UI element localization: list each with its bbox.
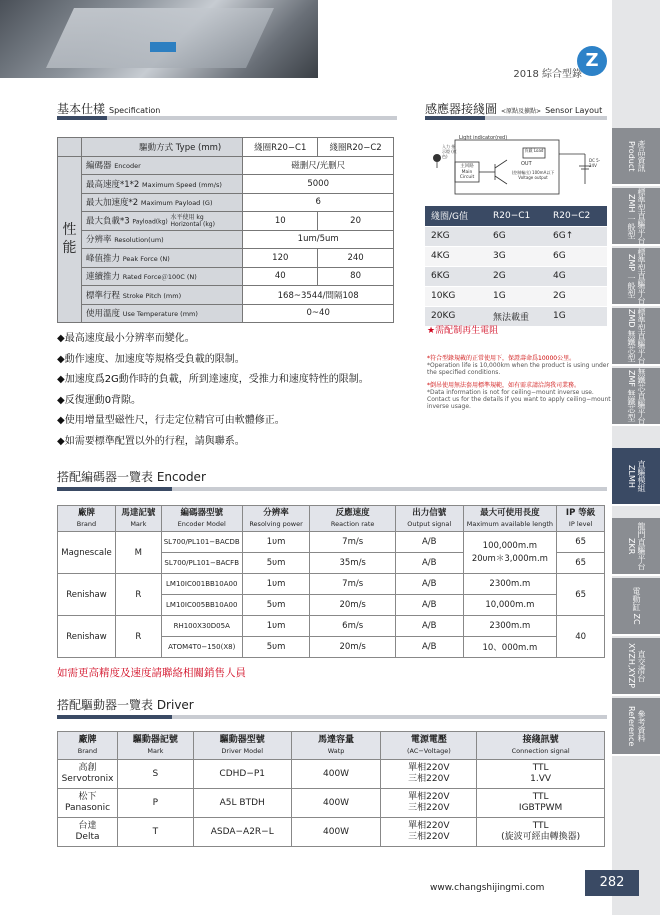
tab-zc[interactable]: 電動缸 ZC <box>612 578 660 636</box>
driver-title-bar <box>57 715 607 719</box>
header-product-photo <box>0 0 318 78</box>
encoder-section-title: 搭配編碼器一覽表 Encoder <box>57 470 206 484</box>
table-row: 高創 Servotronix S CDHD−P1 400W 單相220V 三相220V TTL 1.VV <box>58 760 605 789</box>
table-row: 松下 Panasonic P A5L BTDH 400W 單相220V 三相220V TTL IGBTPWM <box>58 789 605 818</box>
encoder-contact-note: 如需更高精度及速度請聯絡相關銷售人員 <box>57 667 246 679</box>
tab-zmp[interactable]: 標準型直驅平台ZMP 一般型 <box>612 248 660 306</box>
tab-zmf[interactable]: 無鐵芯直驅平台ZMF 無鐵芯型 <box>612 368 660 426</box>
tab-zlmh[interactable]: 直驅模組 ZLMH <box>612 448 660 506</box>
sensor-section-title: 感應器接綫圖 <原點及擴點> Sensor Layout <box>425 102 603 116</box>
encoder-table: 廠牌 Brand 馬達記號 Mark 編碼器型號 Encoder Model 分辨率 Resolving power 反應速度 Reaction rate 出力信號 Output signal 最大可使用長度 Maximum available length IP 等級 IP level Magnescale M SL700/PL101−BACDB 1υm 7m/s A/B 100,000m.m 20υm＊3,000m.m 65 SL700/PL101−BACFB 5υm 35m/s A/B 65 Renishaw R LM10IC001BB10A00 1υm 7m/s A/B 2300m.m 65 LM10IC005BB10A00 5υm 20m/s A/B 10,000m.m Renishaw R RH100X30D05A 1υm 6m/s A/B 2300m.m 40 ATOM4T0−150(X8) 5υm 20m/s A/B 10、000m.m <box>57 505 605 658</box>
tab-product[interactable]: 產品資訊 Product <box>612 128 660 186</box>
tab-zkr[interactable]: 龍門直驅平台 ZKR <box>612 518 660 576</box>
tab-reference[interactable]: 參考資料 Reference <box>612 698 660 756</box>
tab-xyz[interactable]: 直交滑台 XYZH,XYZP <box>612 638 660 696</box>
regen-resistor-note: ★需配制再生電阻 <box>427 326 499 336</box>
feature-bullets <box>57 329 427 452</box>
tab-zmh[interactable]: 標準型直驅平台ZMH 一般型 <box>612 188 660 246</box>
driver-section-title: 搭配驅動器一覽表 Driver <box>57 698 194 712</box>
footer-url[interactable]: www.changshijingmi.com <box>430 883 545 893</box>
table-row: Magnescale M SL700/PL101−BACDB 1υm 7m/s A/B 100,000m.m 20υm＊3,000m.m 65 <box>58 532 605 553</box>
spec-row-label: 最大負載*3 Payload(kg) 水平使用 kg Horizontal (kg) <box>81 212 242 231</box>
bullet-item: ◆動作速度、加速度等規格受負載的限制。 <box>57 353 245 365</box>
category-tab-strip <box>612 0 660 915</box>
spec-row-label: 連續推力 Rated Force＠100C (N) <box>81 267 242 286</box>
spec-row-label: 使用溫度 Use Temperature (mm) <box>81 304 242 323</box>
table-row: SL700/PL101−BACFB 5υm 35m/s A/B 65 <box>58 553 605 574</box>
table-row: 6KG 2G 4G <box>425 266 607 286</box>
sensor-wiring-diagram: Light indicator(red) 入力 指示燈 (紅色) 主回路 Main Circuit 負載 Load OUT DC 5-24V (控制輸出) 100mA以下 Voltage output <box>425 134 607 198</box>
spec-section-title: 基本仕樣 Specification <box>57 102 161 116</box>
tab-zmd[interactable]: 標準型直驅平台ZMD 無鐵芯型 <box>612 308 660 366</box>
catalog-title: 2018 綜合型錄 <box>513 69 582 80</box>
bullet-item: ◆加速度爲2G動作時的負載，所到達速度，受推力和速度特性的限制。 <box>57 374 369 385</box>
sensor-notes: *符合型錄規載的正常使用下，保證壽命爲10000公里。 *Operation life is 10,000km when the product is using under the specified conditions. *倒吊使用無法套用標準規範，如有需求請洽詢我司業務。 *Data information is not for ceiling−mount inverse use. Contact us for the details if you want to apply ceiling−mount inverse usage. <box>427 355 611 410</box>
bullet-item: ◆最高速度最小分辨率而變化。 <box>57 333 195 344</box>
sensor-title-bar <box>425 116 607 120</box>
page-number: 282 <box>585 870 639 896</box>
table-row: ATOM4T0−150(X8) 5υm 20m/s A/B 10、000m.m <box>58 637 605 658</box>
table-row: 4KG 3G 6G <box>425 246 607 266</box>
drive-type-label: 驅動方式 Type (mm) <box>81 138 242 157</box>
table-row: 10KG 1G 2G <box>425 286 607 306</box>
spec-table: 驅動方式 Type (mm) 綫圈R20−C1 綫圈R20−C2 性能 編碼器 Encoder 磁删尺/光删尺 最高速度*1*2 Maximum Speed (mm/s) 5000 最大加速度*2 Maximum Payload (G) 6 最大負載*3 Payload(kg) 水平使用 kg Horizontal (kg) 10 20 分辨率 Resolution(um) 1um/5um 峰值推力 Peak Force (N) 120 240 連續推力 Rated Force＠100C (N) 40 80 標準行程 Stroke Pitch (mm) 168~3544/間隔108 使用溫度 Use Temperature (mm) 0~40 <box>57 137 394 323</box>
bullet-item: ◆如需要標準配置以外的行程，請與聯系。 <box>57 435 245 447</box>
performance-label: 性能 <box>58 156 82 323</box>
driver-table: 廠牌 Brand 驅動器記號 Mark 驅動器型號 Driver Model 馬達容量 Watp 電源電壓 (AC−Voltage) 接綫訊號 Connection signal 高創 Servotronix S CDHD−P1 400W 單相220V 三相220V TTL 1.VV 松下 Panasonic P A5L BTDH 400W 單相220V 三相220V TTL IGBTPWM 台達 Delta T ASDA−A2R−L 400W 單相220V 三相220V TTL (旋波可經由轉換器) <box>57 731 605 847</box>
spec-row-label: 編碼器 Encoder <box>81 156 242 175</box>
table-row: Renishaw R RH100X30D05A 1υm 6m/s A/B 2300m.m 40 <box>58 616 605 637</box>
table-row: 台達 Delta T ASDA−A2R−L 400W 單相220V 三相220V TTL (旋波可經由轉換器) <box>58 818 605 847</box>
spec-row-label: 最大加速度*2 Maximum Payload (G) <box>81 193 242 212</box>
spec-row-label: 最高速度*1*2 Maximum Speed (mm/s) <box>81 175 242 194</box>
spec-title-bar <box>57 116 397 120</box>
bullet-item: ◆反復運動0背隙。 <box>57 394 142 406</box>
g-value-table: 綫圈/G值 R20−C1 R20−C2 2KG 6G 6G↑ 4KG 3G 6G 6KG 2G 4G 10KG 1G 2G 20KG 無法載重 1G <box>425 206 607 327</box>
spec-row-label: 標準行程 Stroke Pitch (mm) <box>81 286 242 305</box>
table-row: 2KG 6G 6G↑ <box>425 226 607 246</box>
table-row: LM10IC005BB10A00 5υm 20m/s A/B 10,000m.m <box>58 595 605 616</box>
table-row: Renishaw R LM10IC001BB10A00 1υm 7m/s A/B 2300m.m 65 <box>58 574 605 595</box>
bullet-item: ◆使用增量型磁性尺，行走定位精官可由軟體修正。 <box>57 415 285 426</box>
encoder-title-bar <box>57 487 607 491</box>
spec-row-label: 峰值推力 Peak Force (N) <box>81 249 242 268</box>
spec-row-label: 分辨率 Resolution(um) <box>81 230 242 249</box>
table-row: 20KG 無法載重 1G <box>425 306 607 326</box>
company-logo: Z <box>577 46 607 76</box>
